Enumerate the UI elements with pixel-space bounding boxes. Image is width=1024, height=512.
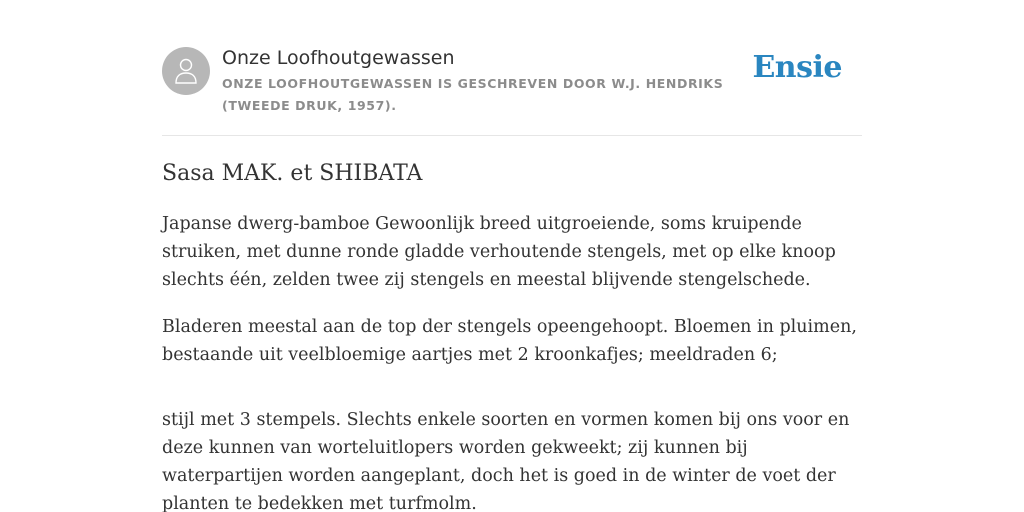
source-header xyxy=(162,46,862,118)
entry-paragraph: Japanse dwerg-bamboe Gewoonlijk breed uitgroeiende, soms kruipende struiken, met dunne ronde gladde verhoutende stengels, met op elke knoop slechts één, zelden twee zij stengels en meestal blijvende stengelschede. xyxy=(162,214,836,290)
user-icon xyxy=(174,57,198,85)
entry-paragraph: stijl met 3 stempels. Slechts enkele soorten en vormen komen bij ons voor en deze kunnen van worteluitlopers worden gekweekt; zij kunnen bij waterpartijen worden aangeplant, doch het is goed in de winter de voet der planten te bedekken met turfmolm. xyxy=(162,410,850,512)
source-title[interactable]: Onze Loofhoutgewassen xyxy=(222,47,455,69)
entry-title: Sasa MAK. et SHIBATA xyxy=(162,161,423,186)
header-divider xyxy=(162,135,862,136)
entry-paragraph: Bladeren meestal aan de top der stengels opeengehoopt. Bloemen in pluimen, bestaande uit veelbloemige aartjes met 2 kroonkafjes; meeldraden 6; xyxy=(162,317,857,365)
ensie-logo[interactable]: Ensie xyxy=(752,50,842,85)
source-description: ONZE LOOFHOUTGEWASSEN IS GESCHREVEN DOOR W.J. HENDRIKS (TWEEDE DRUK, 1957). xyxy=(222,76,724,113)
entry-content xyxy=(162,158,862,512)
avatar[interactable] xyxy=(162,47,210,95)
